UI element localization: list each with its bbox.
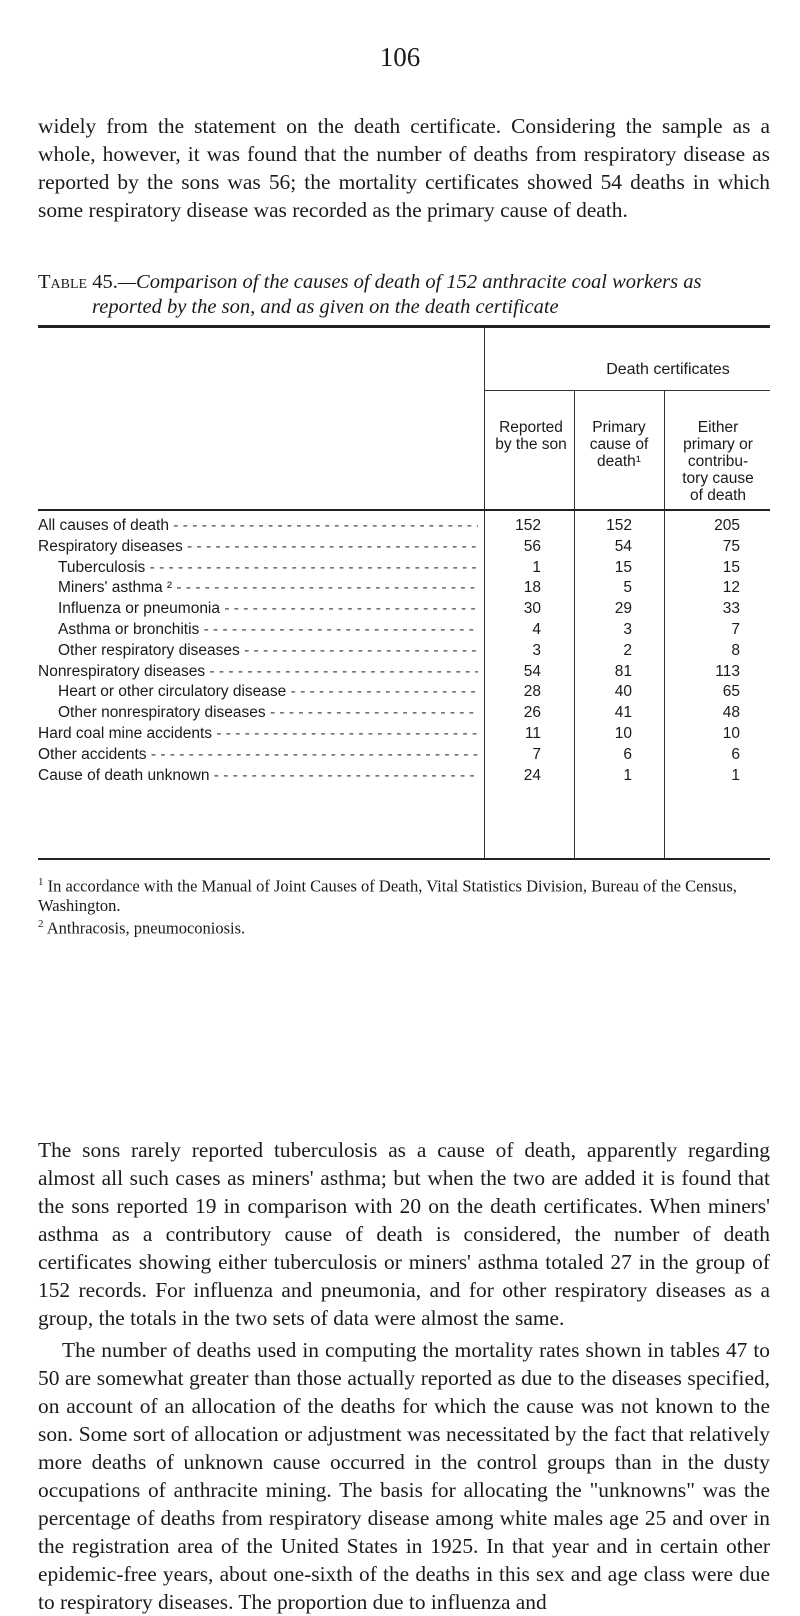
table-row (38, 559, 770, 580)
table-bottom-rule (38, 858, 770, 860)
cause-label: Respiratory diseases - - - (38, 538, 478, 558)
value-either: 15 (722, 558, 740, 576)
cause-label: Hard coal mine accidents - - - (38, 725, 478, 745)
cause-label: Tuberculosis - - - (58, 559, 478, 579)
table-row (38, 663, 770, 684)
table-row (38, 746, 770, 767)
footnotes (38, 873, 770, 937)
table-label: Table 45. (38, 271, 118, 293)
value-primary: 81 (614, 662, 632, 680)
value-reported: 7 (532, 745, 541, 763)
value-either: 48 (722, 704, 740, 722)
table-header-rule (38, 509, 770, 511)
value-primary: 29 (614, 600, 632, 618)
body-paragraph-1: The sons rarely reported tuberculosis as a cause of death, apparently regarding almost all such cases as miners' asthma; but when the two are added it is found that the sons reported 19 in comparison with 20 on the death certificates. When miners' asthma as a contributory cause of death is considered, the number of death certificates showing either tuberculosis or miners' asthma totaled 27 in the group of 152 records. For influenza and pneumonia, and for other respiratory diseases as a group, the totals in the two sets of data were almost the same. (38, 1138, 770, 1330)
value-primary: 152 (606, 517, 632, 534)
cause-label: All causes of death - - - (38, 517, 478, 537)
value-either: 33 (722, 600, 740, 618)
value-primary: 15 (614, 558, 632, 576)
value-either: 205 (714, 517, 740, 534)
table-row (38, 725, 770, 746)
group-header-death-certificates: Death certificates (606, 361, 730, 378)
body-paragraph-2: The number of deaths used in computing the mortality rates shown in tables 47 to 50 are somewhat greater than those actually reported as due to the diseases specified, on account of an allocation of the deaths for which the cause was not known to the son. Some sort of allocation or adjustment was necessitated by the fact that relatively more deaths of unknown cause occurred in the control groups than in the dusty occupations of anthracite mining. The basis for allocating the "unknowns" was the percentage of deaths from respiratory disease among white males age 25 and over in the registration area of the United States in 1925. In that year and in certain other epidemic-free years, about one-sixth of the deaths in this sex and age class were due to respiratory diseases. The proportion due to influenza and (38, 1338, 770, 1614)
comparison-table (38, 325, 770, 865)
value-either: 65 (722, 683, 740, 701)
cause-label: Influenza or pneumonia - - - (58, 600, 478, 620)
value-reported: 54 (523, 662, 541, 680)
value-either: 6 (731, 745, 740, 763)
value-reported: 152 (515, 517, 541, 534)
column-header-either: Either primary or contribu- tory cause of death (682, 419, 754, 504)
value-reported: 26 (523, 704, 541, 722)
table-row (38, 600, 770, 621)
footnote-2: $^2$ Anthracosis, pneumoconiosis. (38, 917, 246, 937)
cause-label: Heart or other circulatory disease - - - (58, 683, 478, 703)
table-row (38, 704, 770, 725)
cause-label: Other nonrespiratory diseases - - - (58, 704, 478, 724)
cause-label: Cause of death unknown - - - (38, 767, 478, 787)
group-header-rule (485, 390, 770, 391)
footnote-1: $^1$ In accordance with the Manual of Joint Causes of Death, Vital Statistics Division, Bureau of the Census, Washington. (38, 876, 737, 915)
value-either: 113 (715, 662, 740, 680)
value-either: 8 (731, 641, 740, 659)
value-reported: 18 (523, 579, 541, 597)
table-row (38, 642, 770, 663)
value-primary: 40 (614, 683, 632, 701)
table-body (38, 517, 770, 787)
table-top-rule (38, 325, 770, 328)
value-either: 10 (722, 724, 740, 742)
value-primary: 2 (623, 641, 632, 659)
cause-label: Miners' asthma ² - - - (58, 579, 478, 599)
table-row (38, 538, 770, 559)
value-reported: 28 (523, 683, 541, 701)
cause-label: Other respiratory diseases - - - (58, 642, 478, 662)
value-reported: 11 (524, 724, 541, 742)
page-number: 106 (379, 42, 421, 72)
value-primary: 54 (614, 537, 632, 555)
value-either: 75 (722, 537, 740, 555)
column-header-reported: Reported by the son (495, 419, 567, 453)
table-title-line1: —Comparison of the causes of death of 152 anthracite coal workers as (117, 271, 702, 293)
table-caption (38, 270, 770, 320)
table-title-line2: reported by the son, and as given on the death certificate (92, 296, 559, 318)
intro-paragraph: widely from the statement on the death certificate. Considering the sample as a whole, however, it was found that the number of deaths from respiratory disease as reported by the sons was 56; the mortality certificates showed 54 deaths in which some respiratory disease was recorded as the primary cause of death. (38, 114, 770, 222)
value-either: 1 (731, 766, 740, 784)
value-reported: 3 (532, 641, 541, 659)
table-row (38, 683, 770, 704)
cause-label: Nonrespiratory diseases - - - (38, 663, 478, 683)
value-reported: 4 (532, 620, 541, 638)
cause-label: Other accidents - - - (38, 746, 478, 766)
table-row (38, 579, 770, 600)
value-either: 12 (722, 579, 740, 597)
value-primary: 41 (614, 704, 632, 722)
value-either: 7 (731, 620, 740, 638)
value-reported: 56 (523, 537, 541, 555)
table-row (38, 767, 770, 788)
value-primary: 1 (623, 766, 632, 784)
value-reported: 1 (532, 558, 541, 576)
value-primary: 10 (614, 724, 632, 742)
value-primary: 3 (623, 620, 632, 638)
column-header-primary: Primary cause of death¹ (589, 419, 649, 470)
value-reported: 24 (523, 766, 541, 784)
table-row (38, 621, 770, 642)
cause-label: Asthma or bronchitis - - - (58, 621, 478, 641)
value-primary: 6 (623, 745, 632, 763)
table-row (38, 517, 770, 538)
value-primary: 5 (623, 579, 632, 597)
value-reported: 30 (523, 600, 541, 618)
